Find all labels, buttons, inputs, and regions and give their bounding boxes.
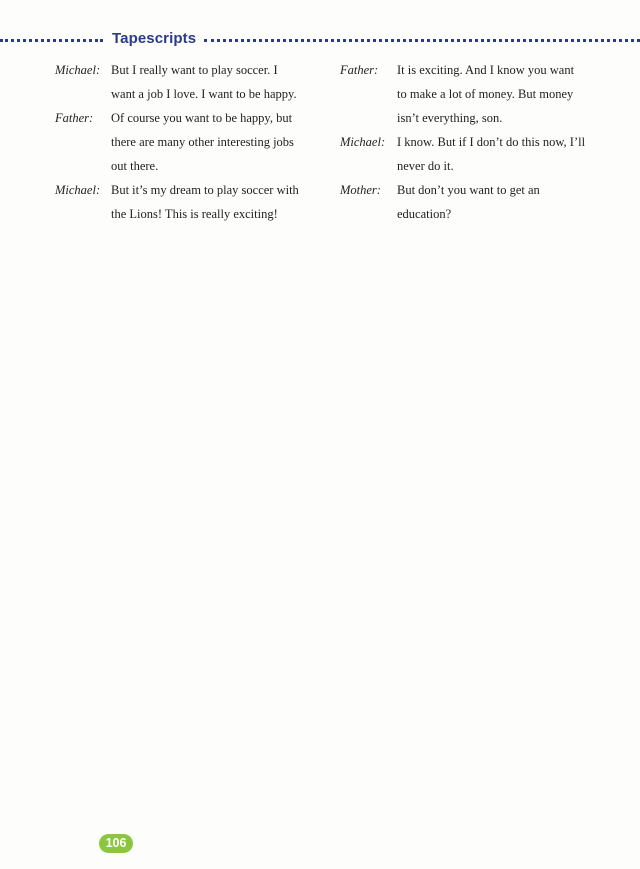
dialogue-line: isn’t everything, son. — [397, 111, 503, 125]
section-header — [0, 28, 640, 50]
dialogue-line: never do it. — [397, 159, 454, 173]
dialogue-line: out there. — [111, 159, 159, 173]
speaker-name: Mother: — [340, 183, 381, 197]
dialogue-turn — [340, 178, 610, 226]
dialogue-line: to make a lot of money. But money — [397, 87, 574, 101]
speaker-name: Father: — [55, 111, 94, 125]
dialogue-line: But it’s my dream to play soccer with — [111, 183, 299, 197]
dialogue-line: want a job I love. I want to be happy. — [111, 87, 297, 101]
dialogue-column-left — [55, 58, 320, 226]
dialogue-text — [111, 106, 320, 178]
speaker-name: Michael: — [340, 135, 386, 149]
dialogue-turn — [55, 178, 320, 226]
dialogue-text — [397, 178, 610, 226]
dialogue-line: there are many other interesting jobs — [111, 135, 294, 149]
speaker-name: Michael: — [55, 183, 101, 197]
dialogue-turn — [55, 58, 320, 106]
dialogue-line: But don’t you want to get an — [397, 183, 540, 197]
dotted-rule-right — [204, 39, 640, 42]
dialogue-column-right — [340, 58, 610, 226]
dialogue-line: the Lions! This is really exciting! — [111, 207, 278, 221]
speaker-name: Michael: — [55, 63, 101, 77]
dialogue-line: I know. But if I don’t do this now, I’ll — [397, 135, 586, 149]
dialogue-text — [397, 130, 610, 178]
dialogue-line: But I really want to play soccer. I — [111, 63, 278, 77]
dialogue-text — [111, 178, 320, 226]
dialogue-line: education? — [397, 207, 452, 221]
dialogue-line: Of course you want to be happy, but — [111, 111, 293, 125]
section-title: Tapescripts — [112, 30, 197, 47]
page-number-badge: 106 — [99, 834, 133, 853]
dialogue-text — [111, 58, 320, 106]
dialogue-text — [397, 58, 610, 130]
speaker-name: Father: — [340, 63, 379, 77]
dialogue-line: It is exciting. And I know you want — [397, 63, 575, 77]
dialogue-turn — [340, 58, 610, 130]
dialogue-turn — [55, 106, 320, 178]
dotted-rule-left — [0, 39, 103, 42]
dialogue-turn — [340, 130, 610, 178]
